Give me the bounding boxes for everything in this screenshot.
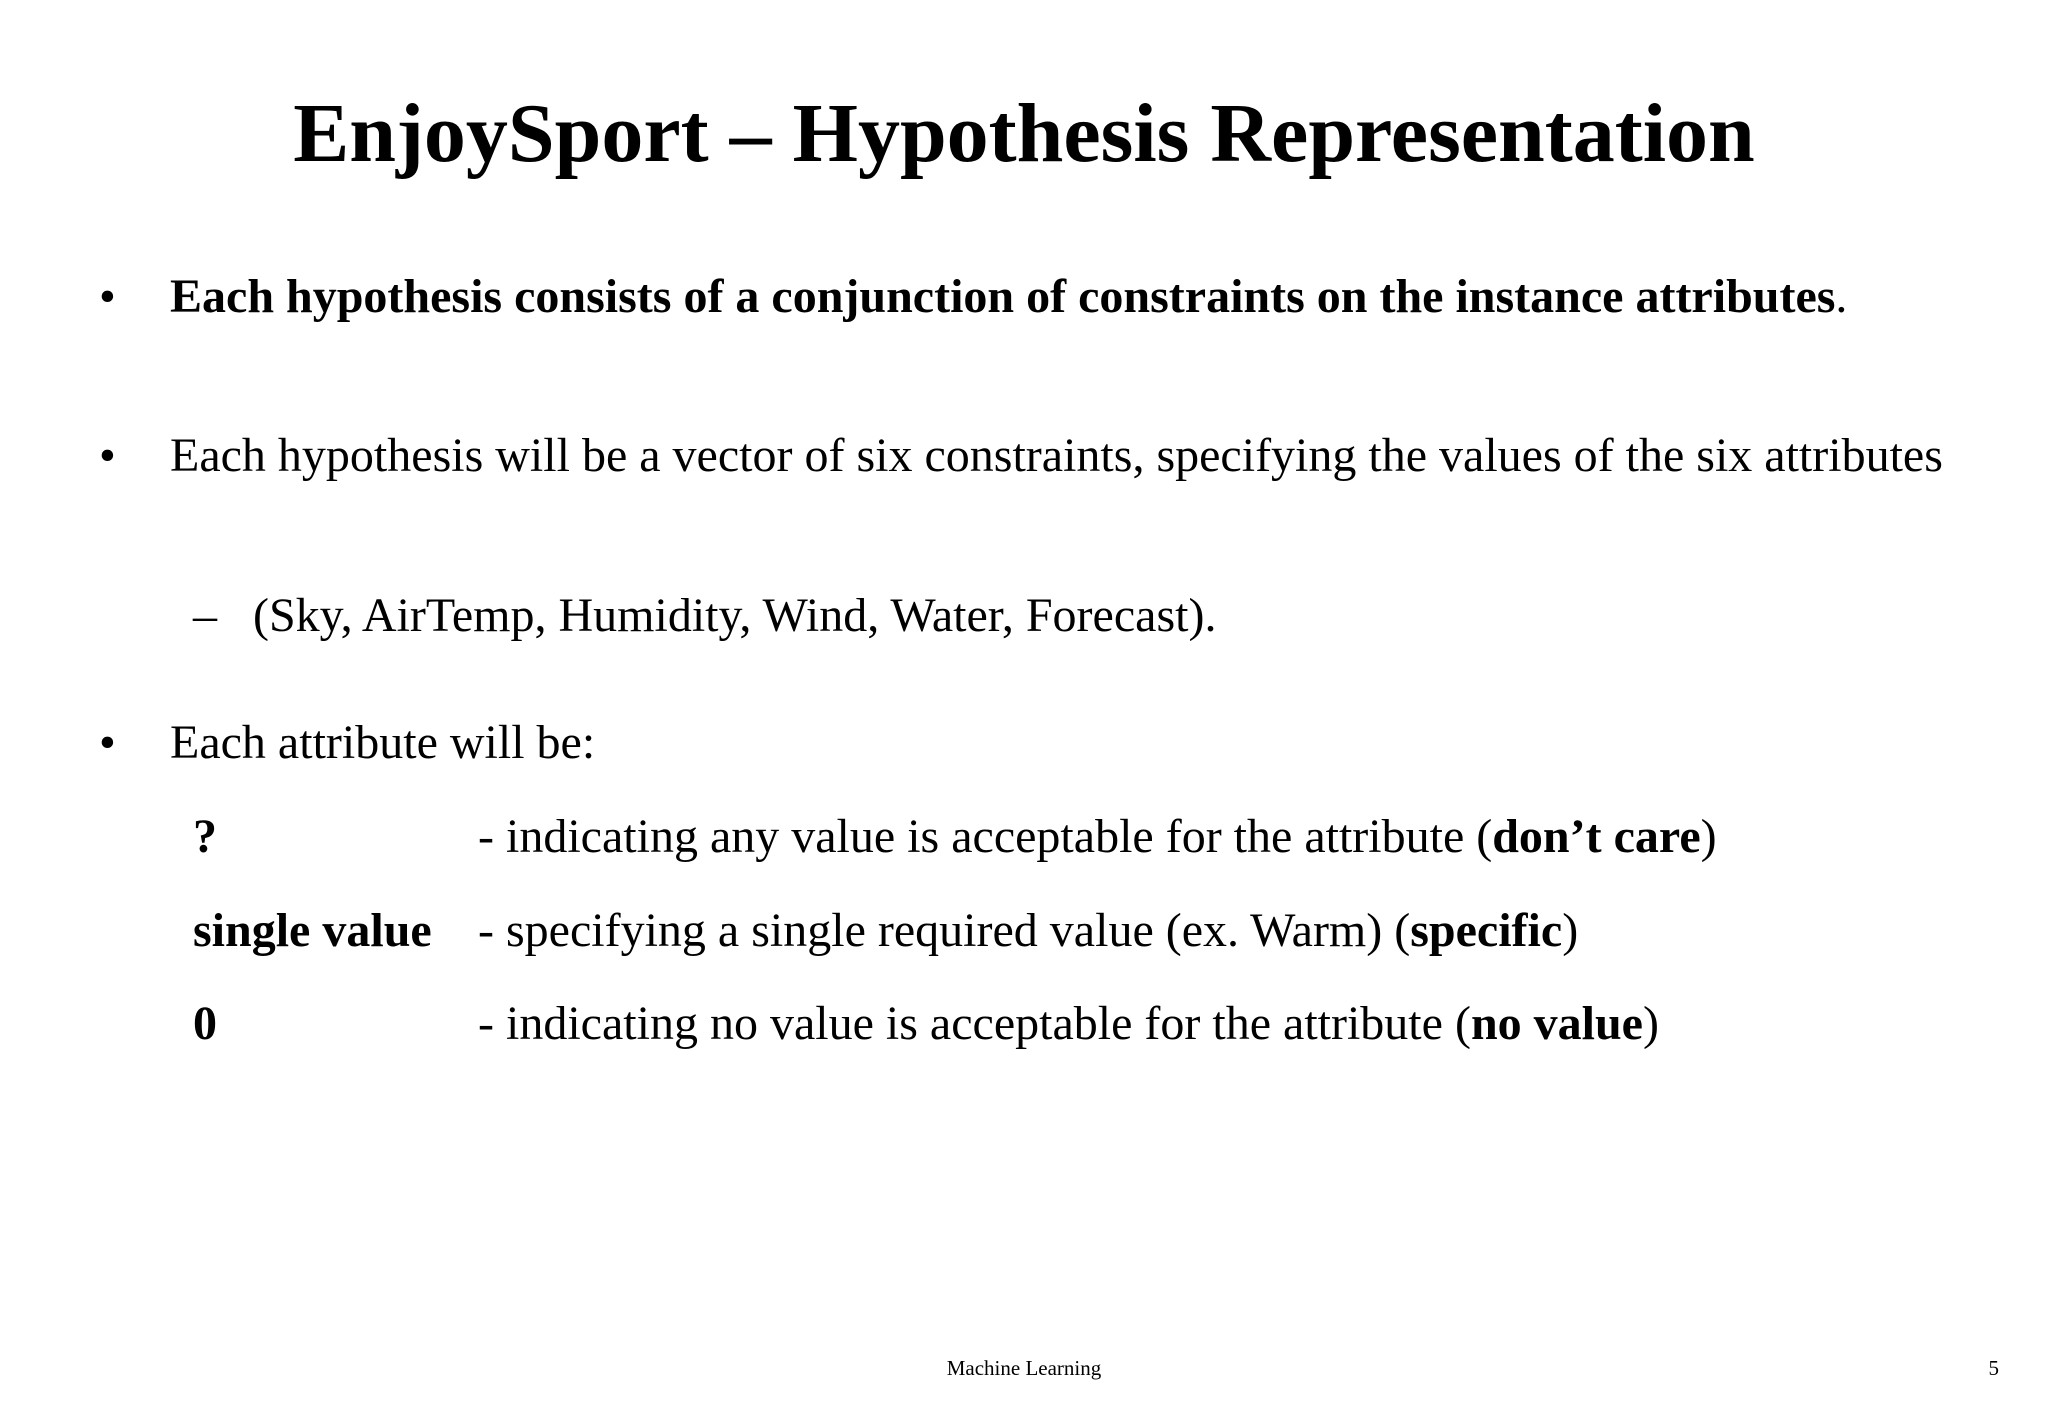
bullet-text-suffix: . bbox=[1835, 270, 1848, 323]
footer-title: Machine Learning bbox=[946, 1356, 1102, 1380]
attribute-description bbox=[478, 993, 1659, 1055]
attribute-tag: specific bbox=[1410, 904, 1563, 957]
attribute-symbol: 0 bbox=[193, 997, 217, 1050]
attribute-close-paren: ) bbox=[1700, 810, 1717, 863]
bullet-text: Each hypothesis will be a vector of six constraints, specifying the values of the six attributes bbox=[170, 429, 1943, 482]
attribute-tag: don’t care bbox=[1492, 810, 1701, 863]
attribute-description bbox=[478, 806, 1717, 868]
attribute-symbol: single value bbox=[193, 904, 432, 957]
attribute-symbol: ? bbox=[193, 810, 217, 863]
attribute-close-paren: ) bbox=[1562, 904, 1579, 957]
attribute-description-text: - indicating any value is acceptable for the attribute ( bbox=[478, 810, 1493, 863]
attribute-close-paren: ) bbox=[1642, 997, 1659, 1050]
sub-bullet-marker: – bbox=[193, 589, 217, 642]
attribute-description-text: - indicating no value is acceptable for the attribute ( bbox=[478, 997, 1471, 1050]
bullet-marker: • bbox=[99, 716, 116, 769]
slide-title: EnjoySport – Hypothesis Representation bbox=[293, 87, 1755, 180]
bullet-text: Each attribute will be: bbox=[170, 716, 596, 769]
bullet-marker: • bbox=[99, 270, 116, 323]
attribute-description bbox=[478, 900, 1578, 962]
bullet-text bbox=[170, 266, 1950, 328]
attribute-tag: no value bbox=[1470, 997, 1643, 1050]
bullet-text-main: Each hypothesis consists of a conjunction of constraints on the instance attributes bbox=[170, 270, 1836, 323]
page-number: 5 bbox=[1988, 1356, 1999, 1380]
attribute-description-text: - specifying a single required value (ex. Warm) ( bbox=[478, 904, 1411, 957]
bullet-marker: • bbox=[99, 429, 116, 482]
attribute-list: (Sky, AirTemp, Humidity, Wind, Water, Forecast). bbox=[253, 589, 1217, 642]
